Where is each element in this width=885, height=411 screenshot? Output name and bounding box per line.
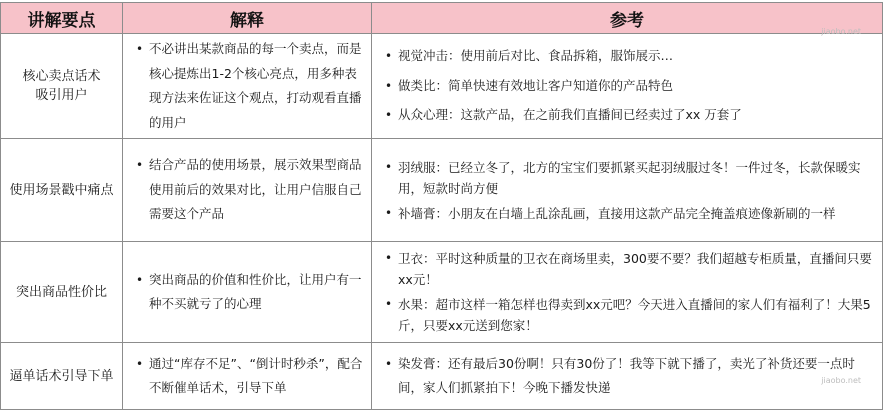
table-row (1, 34, 883, 139)
explain-cell (123, 343, 372, 410)
point-text: 使用场景戳中痛点 (9, 182, 114, 198)
point-cell (1, 139, 123, 242)
point-text: 核心卖点话术 吸引用户 (22, 69, 101, 103)
reference-list (382, 352, 874, 401)
explain-item: • 不必讲出某款商品的每一个卖点，而是核心提炼出1-2个核心亮点，用多种表现方法来佐证这个观点，打动观看直播的用户 (149, 37, 363, 135)
point-text: 逼单话术引导下单 (9, 368, 114, 384)
reference-item: • 卫衣：平时这种质量的卫衣在商场里卖，300要不要？我们超越专柜质量，直播间只要xx元！ (398, 248, 874, 290)
point-cell (1, 242, 123, 343)
reference-item: • 从众心理：这款产品，在之前我们直播间已经卖过了xx 万套了 (398, 103, 874, 128)
reference-item: • 染发膏：还有最后30份啊！只有30份了！我等下就下播了，卖光了补货还要一点时间，家人们抓紧拍下！今晚下播发快递 (398, 352, 874, 401)
explain-list (133, 352, 363, 401)
explain-item: • 通过“库存不足”、“倒计时秒杀”，配合不断催单话术，引导下单 (149, 352, 363, 401)
reference-list (382, 248, 874, 336)
explain-list (133, 37, 363, 135)
reference-cell (372, 242, 883, 343)
reference-cell (372, 343, 883, 410)
table-row (1, 242, 883, 343)
reference-cell (372, 34, 883, 139)
reference-item: • 视觉冲击：使用前后对比、食品拆箱，服饰展示… (398, 44, 874, 69)
explain-cell (123, 242, 372, 343)
reference-item: • 做类比：简单快速有效地让客户知道你的产品特色 (398, 74, 874, 99)
table-header-row (1, 3, 883, 34)
watermark-text: jiaobo.net (821, 376, 861, 385)
point-cell (1, 34, 123, 139)
reference-item: • 羽绒服：已经立冬了，北方的宝宝们要抓紧买起羽绒服过冬！一件过冬，长款保暖实用，短款时尚方便 (398, 157, 874, 199)
point-text: 突出商品性价比 (15, 284, 107, 300)
reference-cell (372, 139, 883, 242)
explain-list (133, 268, 363, 317)
explain-cell (123, 139, 372, 242)
reference-item: • 水果：超市这样一箱怎样也得卖到xx元吧？今天进入直播间的家人们有福利了！大果5斤，只要xx元送到您家！ (398, 294, 874, 336)
reference-list (382, 157, 874, 224)
table-row (1, 139, 883, 242)
watermark-text: jiaobo.net (821, 27, 861, 36)
header-explain: 解释 (123, 3, 372, 34)
explain-item: • 结合产品的使用场景，展示效果型商品使用前后的效果对比，让用户信服自己需要这个产品 (149, 153, 363, 227)
reference-list (382, 44, 874, 128)
explain-cell (123, 34, 372, 139)
explain-list (133, 153, 363, 227)
header-point: 讲解要点 (1, 3, 123, 34)
selling-points-table (0, 2, 883, 410)
table-row (1, 343, 883, 410)
point-cell (1, 343, 123, 410)
reference-item: • 补墙膏：小朋友在白墙上乱涂乱画，直接用这款产品完全掩盖痕迹像新刷的一样 (398, 203, 874, 224)
header-reference: 参考 (372, 3, 883, 34)
explain-item: • 突出商品的价值和性价比，让用户有一种不买就亏了的心理 (149, 268, 363, 317)
